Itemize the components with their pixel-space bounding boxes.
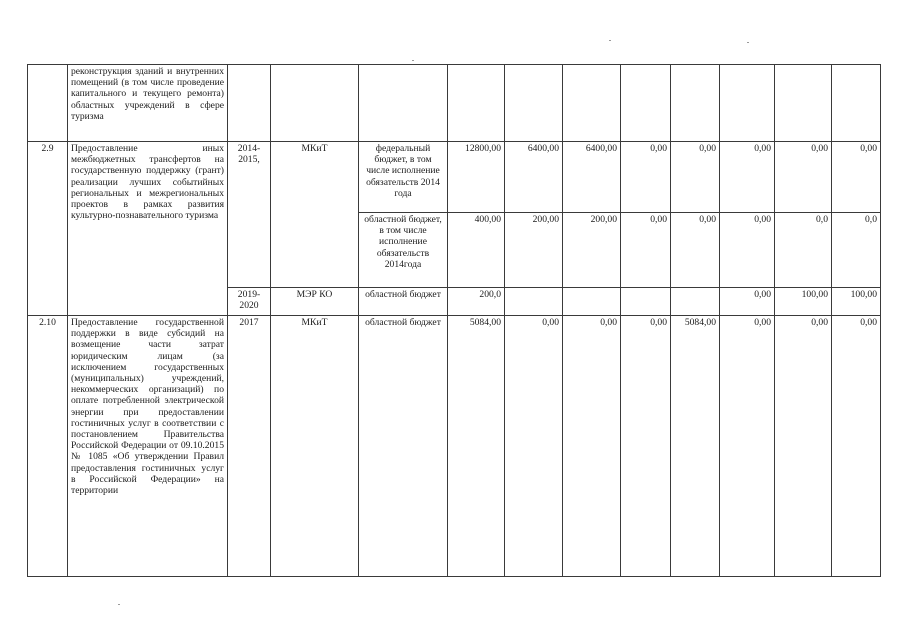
value-cell: 0,00 — [832, 316, 881, 577]
value-cell: 0,00 — [720, 316, 775, 577]
value-cell: 0,0 — [832, 213, 881, 288]
value-cell: 0,00 — [775, 142, 832, 213]
funding-source-cell: областной бюджет, в том числе исполнение обязательств 2014года — [359, 213, 448, 288]
table-row — [28, 65, 881, 142]
table-row — [28, 316, 881, 577]
value-cell — [621, 288, 671, 316]
value-cell — [563, 65, 621, 142]
value-cell — [720, 65, 775, 142]
value-cell — [832, 65, 881, 142]
scan-speck — [609, 40, 611, 41]
funding-source-cell: областной бюджет — [359, 316, 448, 577]
value-cell: 5084,00 — [671, 316, 720, 577]
executor-cell — [271, 65, 359, 142]
value-cell: 100,00 — [775, 288, 832, 316]
value-cell — [671, 65, 720, 142]
value-cell: 0,00 — [621, 142, 671, 213]
scan-speck — [118, 604, 120, 605]
value-cell: 100,00 — [832, 288, 881, 316]
value-cell: 0,00 — [720, 142, 775, 213]
scan-speck — [747, 42, 749, 43]
value-cell — [775, 65, 832, 142]
value-cell: 0,0 — [775, 213, 832, 288]
table-row — [28, 142, 881, 213]
value-cell — [621, 65, 671, 142]
row-number — [28, 65, 68, 142]
period-cell: 2019-2020 — [228, 288, 271, 316]
value-cell: 0,00 — [563, 316, 621, 577]
period-cell: 2014-2015, — [228, 142, 271, 288]
funding-source-cell: федеральный бюджет, в том числе исполнение обязательств 2014 года — [359, 142, 448, 213]
value-cell — [505, 65, 563, 142]
value-cell: 12800,00 — [448, 142, 505, 213]
value-cell: 200,0 — [448, 288, 505, 316]
scan-speck — [412, 60, 414, 61]
period-cell: 2017 — [228, 316, 271, 577]
value-cell: 6400,00 — [563, 142, 621, 213]
measure-description: Предоставление иных межбюджетных трансфертов на государственную поддержку (грант) реализации лучших событийных региональных и межрегиональных проектов в рамках развития культурно-познавательного туризма — [68, 142, 228, 316]
executor-cell: МКиТ — [271, 142, 359, 288]
value-cell: 0,00 — [775, 316, 832, 577]
measure-description: реконструкция зданий и внутренних помещений (в том числе проведение капитального и текущего ремонта) областных учреждений в сфере туризма — [68, 65, 228, 142]
value-cell: 6400,00 — [505, 142, 563, 213]
value-cell: 0,00 — [832, 142, 881, 213]
funding-source-cell — [359, 65, 448, 142]
value-cell: 0,00 — [505, 316, 563, 577]
value-cell: 200,00 — [505, 213, 563, 288]
executor-cell: МКиТ — [271, 316, 359, 577]
value-cell: 0,00 — [720, 288, 775, 316]
value-cell: 0,00 — [720, 213, 775, 288]
value-cell: 0,00 — [671, 142, 720, 213]
executor-cell: МЭР КО — [271, 288, 359, 316]
value-cell: 0,00 — [671, 213, 720, 288]
value-cell: 0,00 — [621, 316, 671, 577]
funding-source-cell: областной бюджет — [359, 288, 448, 316]
value-cell — [671, 288, 720, 316]
value-cell — [505, 288, 563, 316]
measure-description: Предоставление государственной поддержки в виде субсидий на возмещение части затрат юридическим лицам (за исключением государственных (муниципальных) учреждений, некоммерческих организаций) по оплате потребленной электрической энергии при предоставлении гостиничных услуг в соответствии с постановлением Правительства Российской Федерации от 09.10.2015 № 1085 «Об утверждении Правил предоставления гостиничных услуг в Российской Федерации» на территории — [68, 316, 228, 577]
row-number: 2.9 — [28, 142, 68, 316]
budget-table — [27, 64, 881, 577]
value-cell: 200,00 — [563, 213, 621, 288]
value-cell: 5084,00 — [448, 316, 505, 577]
row-number: 2.10 — [28, 316, 68, 577]
value-cell — [563, 288, 621, 316]
value-cell: 400,00 — [448, 213, 505, 288]
value-cell: 0,00 — [621, 213, 671, 288]
value-cell — [448, 65, 505, 142]
period-cell — [228, 65, 271, 142]
